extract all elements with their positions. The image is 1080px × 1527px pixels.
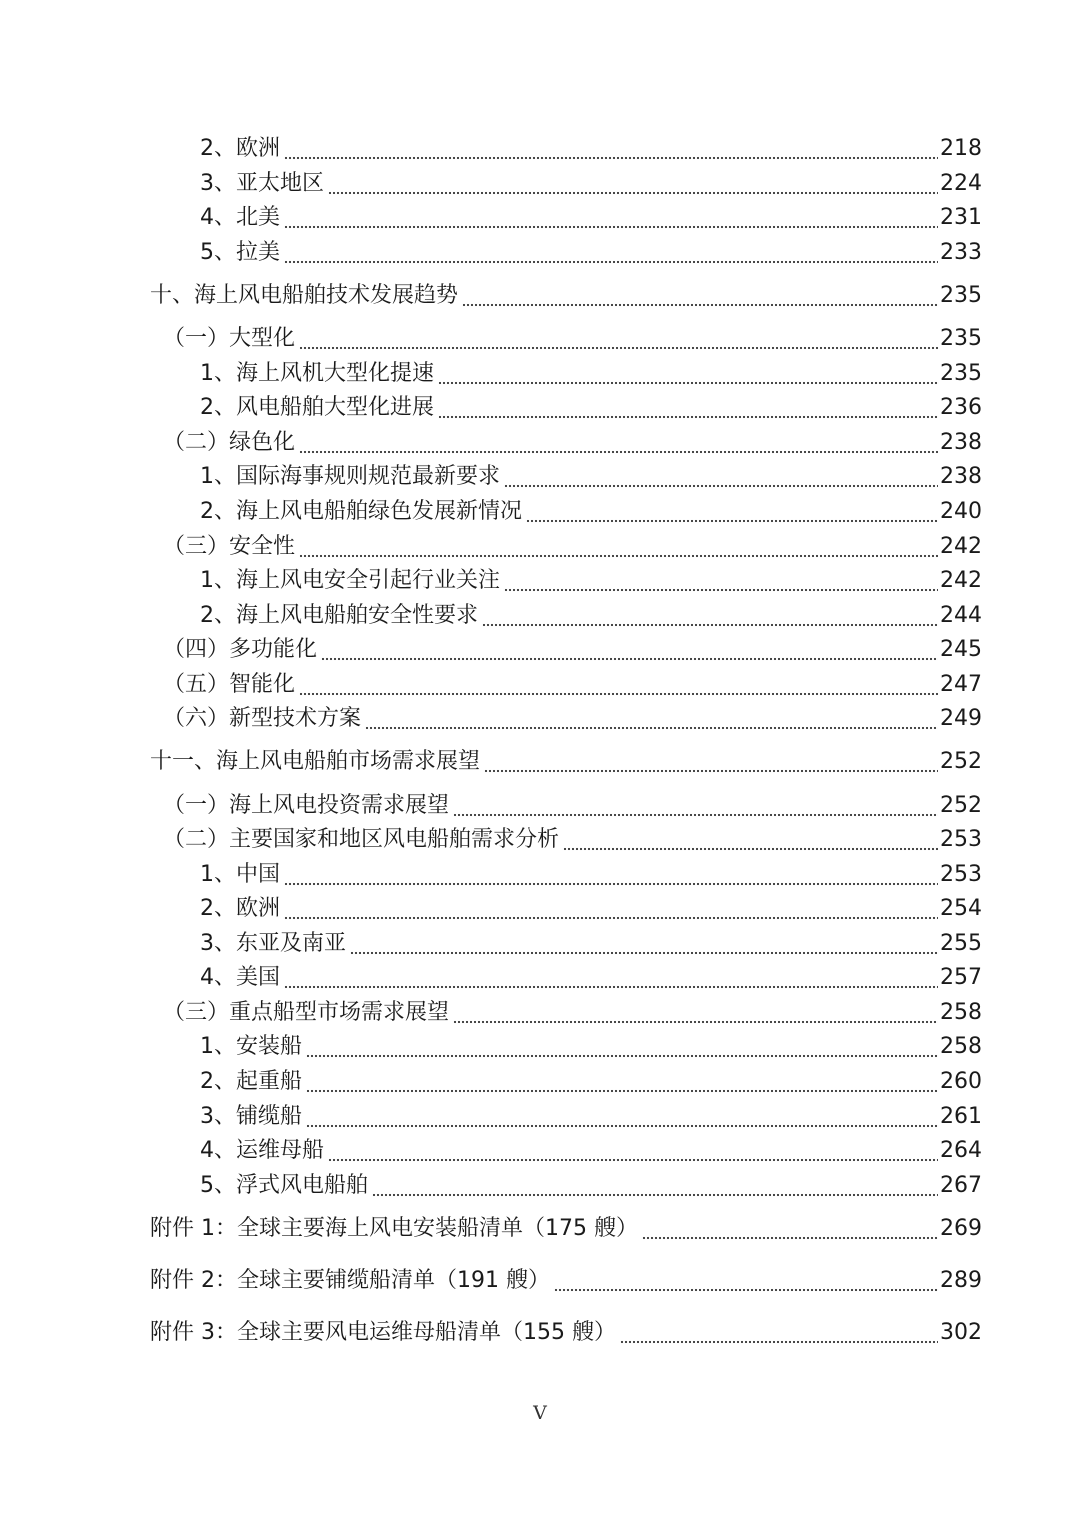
toc-leader-dots [284,858,938,892]
toc-entry-label: （二）主要国家和地区风电船舶需求分析 [163,827,560,852]
toc-leader-dots [484,745,938,779]
toc-leader-dots [504,460,938,494]
toc-entry[interactable] [200,495,982,529]
toc-entry-page: 258 [940,1034,982,1059]
toc-entry[interactable] [200,1169,982,1203]
toc-entry[interactable] [200,460,982,494]
toc-appendix-entry[interactable] [150,1212,982,1246]
toc-entry-page: 242 [940,534,982,559]
toc-leader-dots [284,236,938,270]
page-number: V [533,1402,547,1424]
toc-leader-dots [563,823,938,857]
toc-leader-dots [299,530,938,564]
toc-entry[interactable] [200,599,982,633]
toc-leader-dots [372,1169,938,1203]
toc-entry-page: 289 [940,1268,982,1293]
toc-leader-dots [526,495,938,529]
toc-entry-label: 1、海上风机大型化提速 [200,361,434,386]
toc-leader-dots [321,633,938,667]
toc-entry-label: 2、海上风电船舶安全性要求 [200,603,478,628]
toc-leader-dots [299,322,938,356]
toc-entry[interactable] [200,961,982,995]
toc-leader-dots [482,599,938,633]
toc-leader-dots [350,927,938,961]
toc-entry-page: 247 [940,672,982,697]
toc-entry-label: 2、起重船 [200,1069,302,1094]
toc-entry-page: 260 [940,1069,982,1094]
toc-entry-label: 4、运维母船 [200,1138,324,1163]
toc-entry-page: 264 [940,1138,982,1163]
toc-entry-page: 218 [940,136,982,161]
toc-entry[interactable] [200,236,982,270]
toc-section-entry[interactable] [163,789,982,823]
toc-entry-label: 2、海上风电船舶绿色发展新情况 [200,499,522,524]
toc-leader-dots [438,357,938,391]
toc-leader-dots [306,1100,938,1134]
toc-entry[interactable] [200,564,982,598]
toc-entry-label: 4、美国 [200,965,280,990]
toc-entry[interactable] [200,357,982,391]
toc-entry-page: 240 [940,499,982,524]
toc-leader-dots [284,201,938,235]
toc-entry[interactable] [200,1030,982,1064]
toc-section-entry[interactable] [163,633,982,667]
toc-entry-label: 1、中国 [200,862,280,887]
toc-section-entry[interactable] [163,668,982,702]
toc-leader-dots [299,668,938,702]
toc-entry-label: 5、浮式风电船舶 [200,1173,368,1198]
toc-entry-page: 261 [940,1104,982,1129]
toc-entry-page: 252 [940,749,982,774]
toc-entry-label: （三）安全性 [163,534,296,559]
toc-leader-dots [438,391,938,425]
toc-entry-label: 2、风电船舶大型化进展 [200,395,434,420]
toc-leader-dots [284,892,938,926]
toc-entry[interactable] [200,167,982,201]
toc-entry-page: 224 [940,171,982,196]
toc-entry-label: 2、欧洲 [200,896,280,921]
toc-section-entry[interactable] [163,426,982,460]
toc-entry[interactable] [200,201,982,235]
toc-leader-dots [620,1316,938,1350]
toc-entry[interactable] [200,1100,982,1134]
toc-appendix-entry[interactable] [150,1316,982,1350]
toc-leader-dots [299,426,938,460]
toc-entry-label: 3、铺缆船 [200,1104,302,1129]
toc-leader-dots [284,961,938,995]
toc-leader-dots [554,1264,938,1298]
toc-entry-page: 253 [940,862,982,887]
toc-leader-dots [306,1065,938,1099]
toc-entry-label: （五）智能化 [163,672,296,697]
toc-entry-page: 233 [940,240,982,265]
toc-entry-page: 253 [940,827,982,852]
toc-entry-page: 269 [940,1216,982,1241]
toc-chapter-entry[interactable] [150,279,982,313]
toc-leader-dots [453,789,938,823]
toc-entry[interactable] [200,927,982,961]
toc-entry-label: （一）海上风电投资需求展望 [163,793,450,818]
toc-appendix-entry[interactable] [150,1264,982,1298]
toc-entry[interactable] [200,132,982,166]
toc-entry-label: （四）多功能化 [163,637,318,662]
toc-leader-dots [365,702,938,736]
toc-entry-page: 257 [940,965,982,990]
toc-entry-page: 252 [940,793,982,818]
toc-entry-label: 3、东亚及南亚 [200,931,346,956]
toc-entry-label: 十一、海上风电船舶市场需求展望 [150,749,481,774]
toc-entry-label: 十、海上风电船舶技术发展趋势 [150,283,459,308]
toc-entry-page: 267 [940,1173,982,1198]
toc-entry-page: 244 [940,603,982,628]
toc-entry[interactable] [200,1134,982,1168]
toc-entry-page: 255 [940,931,982,956]
toc-entry-page: 254 [940,896,982,921]
toc-entry-page: 238 [940,464,982,489]
toc-entry-label: 1、安装船 [200,1034,302,1059]
toc-leader-dots [504,564,938,598]
toc-entry-label: （三）重点船型市场需求展望 [163,1000,450,1025]
toc-entry[interactable] [200,1065,982,1099]
toc-entry-page: 302 [940,1320,982,1345]
toc-entry-page: 231 [940,205,982,230]
toc-entry-label: 1、国际海事规则规范最新要求 [200,464,500,489]
toc-entry-page: 235 [940,361,982,386]
toc-entry-label: 3、亚太地区 [200,171,324,196]
toc-section-entry[interactable] [163,530,982,564]
toc-entry-label: 2、欧洲 [200,136,280,161]
toc-entry-label: 5、拉美 [200,240,280,265]
toc-leader-dots [453,996,938,1030]
toc-leader-dots [642,1212,938,1246]
toc-entry[interactable] [200,858,982,892]
toc-entry-label: 1、海上风电安全引起行业关注 [200,568,500,593]
toc-entry-label: （一）大型化 [163,326,296,351]
toc-section-entry[interactable] [163,823,982,857]
toc-section-entry[interactable] [163,702,982,736]
toc-entry-page: 258 [940,1000,982,1025]
toc-section-entry[interactable] [163,322,982,356]
toc-entry-page: 245 [940,637,982,662]
toc-section-entry[interactable] [163,996,982,1030]
toc-entry[interactable] [200,391,982,425]
toc-entry[interactable] [200,892,982,926]
toc-entry-label: （二）绿色化 [163,430,296,455]
toc-leader-dots [284,132,938,166]
toc-entry-label: 附件 2：全球主要铺缆船清单（191 艘） [150,1268,550,1293]
toc-chapter-entry[interactable] [150,745,982,779]
toc-leader-dots [462,279,938,313]
toc-entry-page: 242 [940,568,982,593]
toc-entry-page: 238 [940,430,982,455]
toc-entry-label: 附件 1：全球主要海上风电安装船清单（175 艘） [150,1216,638,1241]
toc-entry-label: 4、北美 [200,205,280,230]
toc-entry-page: 249 [940,706,982,731]
toc-entry-label: 附件 3：全球主要风电运维母船清单（155 艘） [150,1320,616,1345]
toc-leader-dots [306,1030,938,1064]
toc-leader-dots [328,1134,938,1168]
toc-entry-page: 236 [940,395,982,420]
toc-entry-page: 235 [940,283,982,308]
toc-leader-dots [328,167,938,201]
toc-entry-page: 235 [940,326,982,351]
toc-entry-label: （六）新型技术方案 [163,706,362,731]
